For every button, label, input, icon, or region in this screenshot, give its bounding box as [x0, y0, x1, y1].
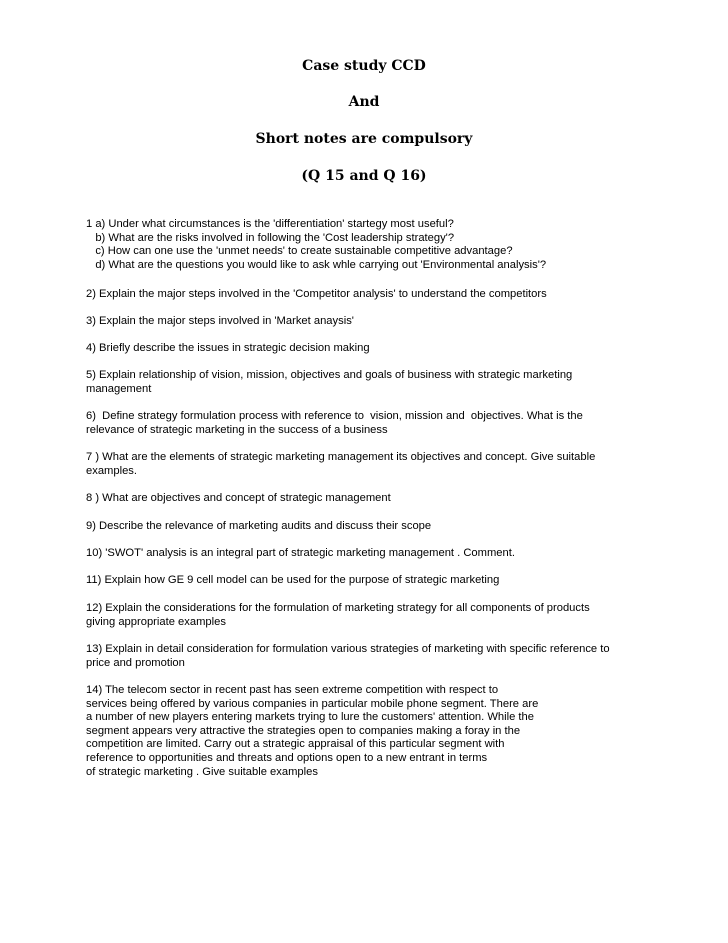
question-3: 3) Explain the major steps involved in 'Market anaysis'	[86, 315, 354, 327]
question-4: 4) Briefly describe the issues in strategic decision making	[86, 342, 370, 354]
title-line-2	[0, 93, 728, 111]
question-13: 13) Explain in detail consideration for formulation various strategies of marketing with specific reference to price and promotion	[86, 643, 610, 669]
question-14: 14) The telecom sector in recent past has seen extreme competition with respect to services being offered by various companies in particular mobile phone segment. There are a number of new players entering markets trying to lure the customers' attention. While the segment appears very attractive the strategies open to companies making a foray in the competition are limited. Carry out a strategic appraisal of this particular segment with reference to opportunities and threats and options open to a new entrant in terms of strategic marketing . Give suitable examples	[86, 684, 539, 778]
question-12: 12) Explain the considerations for the formulation of marketing strategy for all components of products giving appropriate examples	[86, 602, 590, 628]
title-line-1	[0, 57, 728, 75]
question-5: 5) Explain relationship of vision, mission, objectives and goals of business with strategic marketing management	[86, 369, 573, 395]
question-1: 1 a) Under what circumstances is the 'differentiation' startegy most useful? b) What are the risks involved in following the 'Cost leadership strategy'? c) How can one use the 'unmet needs' to create sustainable competitive advantage? d) What are the questions you would like to ask whle carrying out 'Environmental analysis'?	[86, 218, 547, 271]
title-line-3-text: Short notes are compulsory	[255, 131, 473, 147]
title-line-3	[0, 130, 728, 148]
title-line-4-text: (Q 15 and Q 16)	[301, 168, 427, 184]
title-line-4	[0, 167, 728, 185]
question-9: 9) Describe the relevance of marketing audits and discuss their scope	[86, 520, 432, 532]
question-6: 6) Define strategy formulation process with reference to vision, mission and objectives. What is the relevance of strategic marketing in the success of a business	[86, 410, 583, 436]
question-10: 10) 'SWOT' analysis is an integral part of strategic marketing management . Comment.	[86, 547, 515, 559]
question-2: 2) Explain the major steps involved in the 'Competitor analysis' to understand the competitors	[86, 288, 547, 300]
question-11: 11) Explain how GE 9 cell model can be used for the purpose of strategic marketing	[86, 574, 500, 586]
title-line-1-text: Case study CCD	[302, 58, 426, 74]
question-8: 8 ) What are objectives and concept of strategic management	[86, 492, 391, 504]
question-7: 7 ) What are the elements of strategic marketing management its objectives and concept. Give suitable examples.	[86, 451, 596, 477]
title-line-2-text: And	[348, 94, 380, 110]
